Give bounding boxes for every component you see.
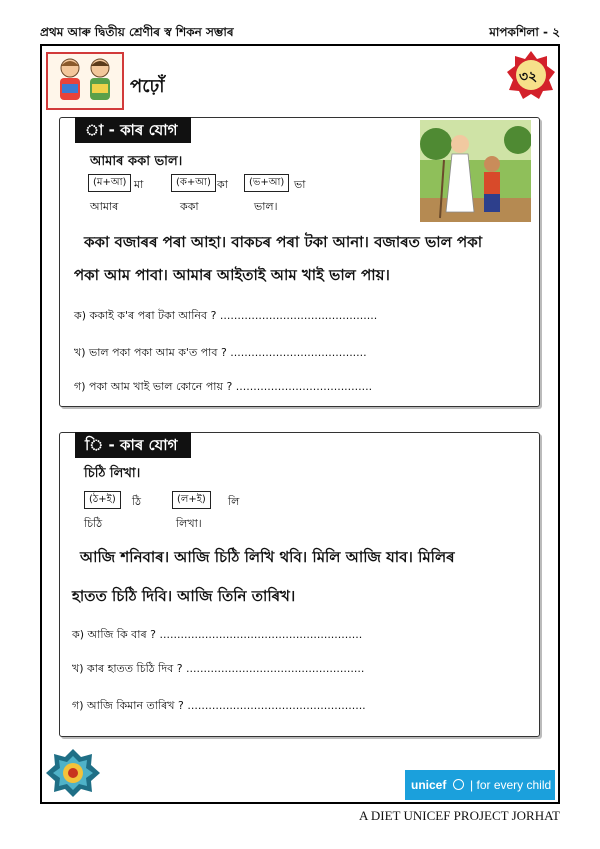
unicef-banner [405, 770, 555, 800]
section-tag: ি - কাৰ যোগ [75, 432, 191, 458]
example-word: লিখা। [176, 517, 202, 530]
reading-paragraph-line: হাতত চিঠি দিবি। আজি তিনি তাৰিখ। [72, 587, 296, 605]
footer-credit: A DIET UNICEF PROJECT JORHAT [358, 808, 560, 823]
unicef-tagline: | for every child [470, 778, 552, 792]
children-reading-illustration [46, 52, 124, 110]
example-word: ককা [180, 200, 199, 213]
worksheet-label: মাপকশিলা - ২ [489, 25, 560, 39]
intro-sentence: আমাৰ ককা ভাল। [90, 154, 183, 169]
page-number-badge [506, 50, 556, 100]
page-title: পঢ়োঁ [130, 76, 165, 97]
letter-combo-box: (ল+ই) [172, 491, 211, 509]
letter-combo-box: (ম+আ) [88, 174, 131, 192]
example-word: ভাল। [254, 200, 278, 213]
letter-combo-box: (ভ+আ) [244, 174, 289, 192]
series-title: প্ৰথম আৰু দ্বিতীয় শ্ৰেণীৰ স্ব শিকন সম্ভাৰ [40, 25, 234, 39]
letter-combo-box: (ঠ+ই) [84, 491, 121, 509]
unicef-wordmark: unicef [411, 778, 447, 792]
example-word: চিঠি [84, 517, 103, 530]
globe-icon [453, 779, 464, 790]
combined-letter: মা [134, 178, 144, 191]
question-line: খ) ভাল পকা পকা আম ক'ত পাব ? ....................................... [74, 346, 367, 359]
diet-emblem-logo [45, 748, 101, 798]
question-line: ক) আজি কি বাৰ ? .......................................................... [72, 628, 363, 641]
section-i-kar [59, 432, 540, 737]
combined-letter: কা [217, 178, 228, 191]
example-word: আমাৰ [90, 200, 119, 213]
question-line: গ) আজি কিমান তাৰিখ ? ................................................... [72, 699, 366, 712]
question-line: গ) পকা আম খাই ভাল কোনে পায় ? ....................................... [74, 380, 373, 393]
intro-sentence: চিঠি লিখা। [84, 466, 141, 481]
question-line: খ) কাৰ হাতত চিঠি দিব ? ................................................... [72, 662, 365, 675]
combined-letter: ভা [294, 178, 306, 191]
reading-paragraph-line: আজি শনিবাৰ। আজি চিঠি লিখি থবি। মিলি আজি যাব। মিলিৰ [80, 548, 455, 566]
grandfather-boy-illustration [420, 120, 531, 222]
reading-paragraph-line: ককা বজাৰৰ পৰা আহা। বাকচৰ পৰা টকা আনা। বজাৰত ভাল পকা [84, 233, 483, 251]
section-tag: া - কাৰ যোগ [75, 117, 191, 143]
combined-letter: লি [228, 495, 240, 508]
reading-paragraph-line: পকা আম পাবা। আমাৰ আইতাই আম খাই ভাল পায়। [74, 266, 390, 284]
letter-combo-box: (ক+আ) [171, 174, 216, 192]
combined-letter: ঠি [132, 495, 142, 508]
page-header [40, 24, 560, 44]
question-line: ক) ককাই ক'ৰ পৰা টকা আনিব ? ............................................. [74, 309, 378, 322]
page-number: ৩২ [519, 69, 538, 85]
